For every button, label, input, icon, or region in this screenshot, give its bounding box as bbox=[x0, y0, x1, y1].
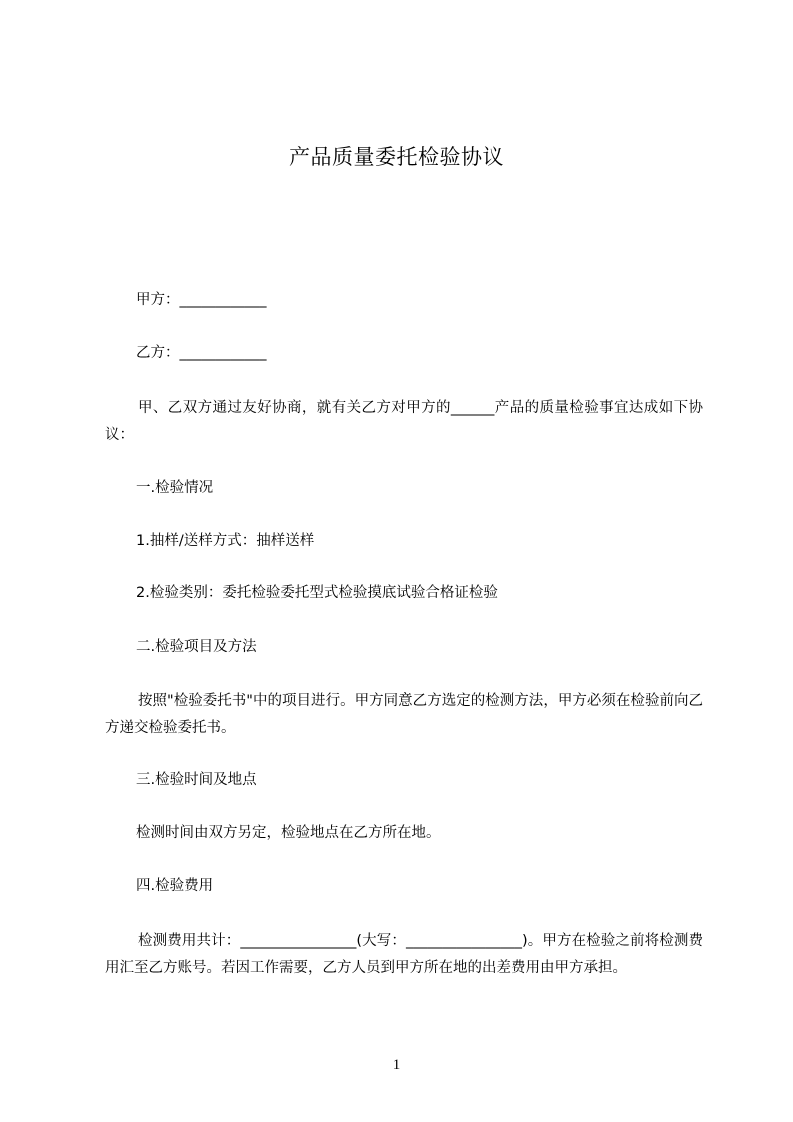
section-4-heading: 四.检验费用 bbox=[136, 878, 214, 894]
section-1-item-1: 1.抽样/送样方式：抽样送样 bbox=[136, 533, 315, 549]
party-b-blank: ____________ bbox=[179, 345, 267, 361]
party-a-blank: ____________ bbox=[179, 292, 267, 308]
section-3-heading: 三.检验时间及地点 bbox=[136, 772, 257, 788]
section-4-paragraph: 检测费用共计：________________(大写：________________)。甲方在检验之前将检测费用汇至乙方账号。若因工作需要，乙方人员到甲方所在地的出差费用由甲方承担。 bbox=[105, 933, 703, 976]
party-b-label: 乙方： bbox=[136, 345, 180, 361]
party-a-line bbox=[136, 287, 734, 314]
page-number: 1 bbox=[392, 1057, 401, 1073]
section-1-heading: 一.检验情况 bbox=[136, 480, 214, 496]
section-3-paragraph: 检测时间由双方另定，检验地点在乙方所在地。 bbox=[136, 825, 441, 841]
party-a-label: 甲方： bbox=[136, 292, 180, 308]
section-2-heading: 二.检验项目及方法 bbox=[136, 639, 257, 655]
document-title: 产品质量委托检验协议 bbox=[289, 145, 504, 169]
party-b-line bbox=[136, 340, 734, 367]
section-2-paragraph: 按照"检验委托书"中的项目进行。甲方同意乙方选定的检测方法，甲方必须在检验前向乙方递交检验委托书。 bbox=[105, 693, 703, 736]
section-1-item-2: 2.检验类别：委托检验委托型式检验摸底试验合格证检验 bbox=[136, 585, 498, 601]
intro-paragraph: 甲、乙双方通过友好协商，就有关乙方对甲方的______产品的质量检验事宜达成如下协议： bbox=[105, 400, 703, 443]
